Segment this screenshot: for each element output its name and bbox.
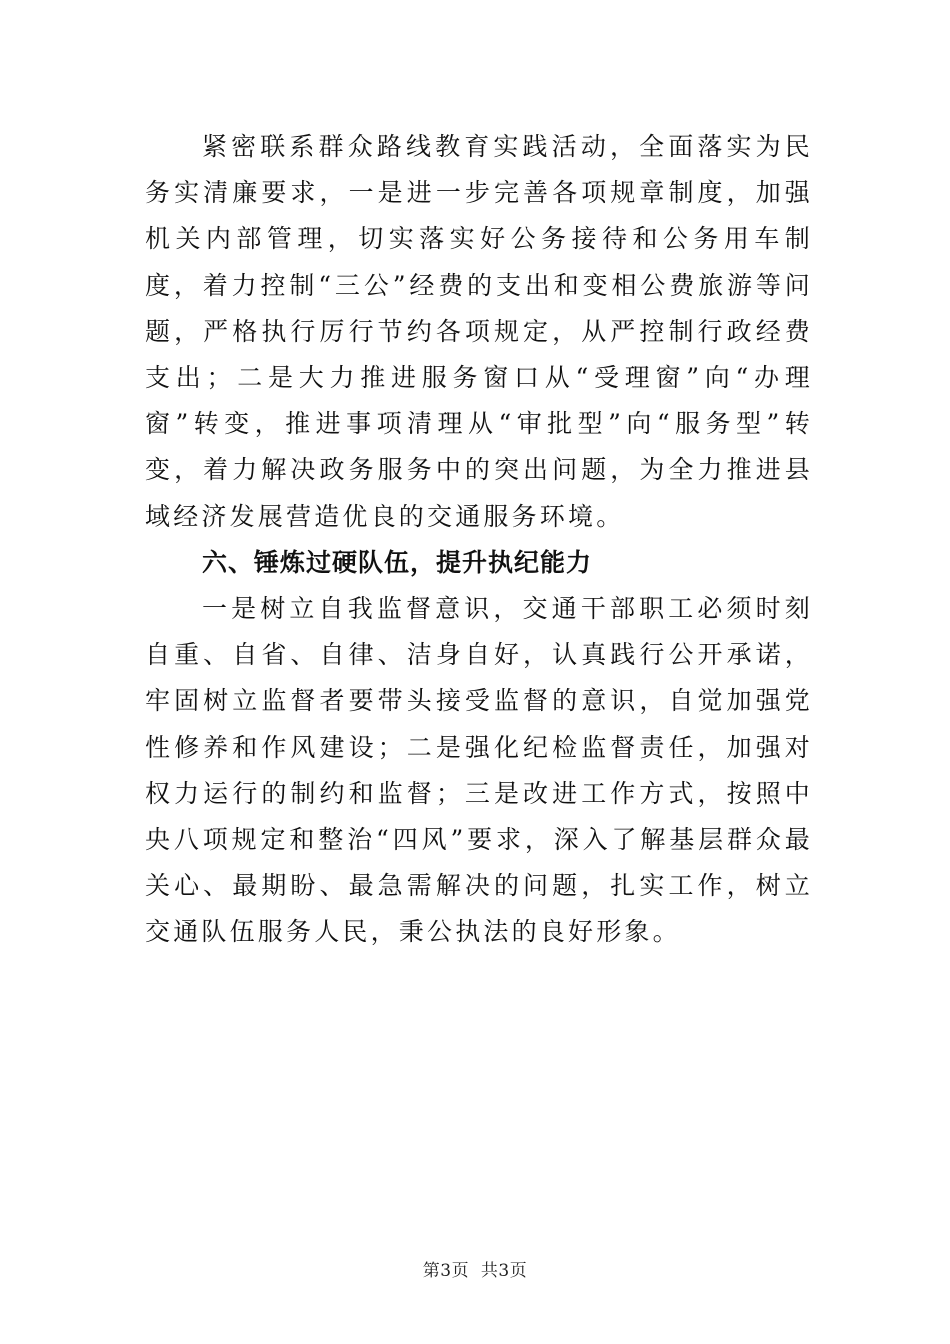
document-body — [145, 124, 813, 956]
page-footer — [0, 1256, 950, 1281]
page-number-label: 第3页 共3页 — [422, 1261, 528, 1281]
section-heading: 六、锤炼过硬队伍，提升执纪能力 — [202, 547, 593, 577]
body-paragraph: 紧密联系群众路线教育实践活动，全面落实为民务实清廉要求，一是进一步完善各项规章制度，加强机关内部管理，切实落实好公务接待和公务用车制度，着力控制“三公”经费的支出和变相公费旅游等问题，严格执行厉行节约各项规定，从严控制行政经费支出；二是大力推进服务窗口从“受理窗”向“办理窗”转变，推进事项清理从“审批型”向“服务型”转变，着力解决政务服务中的突出问题，为全力推进县域经济发展营造优良的交通服务环境。 — [145, 132, 813, 531]
section-paragraph: 一是树立自我监督意识，交通干部职工必须时刻自重、自省、自律、洁身自好，认真践行公开承诺，牢固树立监督者要带头接受监督的意识，自觉加强党性修养和作风建设；二是强化纪检监督责任，加强对权力运行的制约和监督；三是改进工作方式，按照中央八项规定和整治“四风”要求，深入了解基层群众最关心、最期盼、最急需解决的问题，扎实工作，树立交通队伍服务人民，秉公执法的良好形象。 — [145, 594, 813, 947]
